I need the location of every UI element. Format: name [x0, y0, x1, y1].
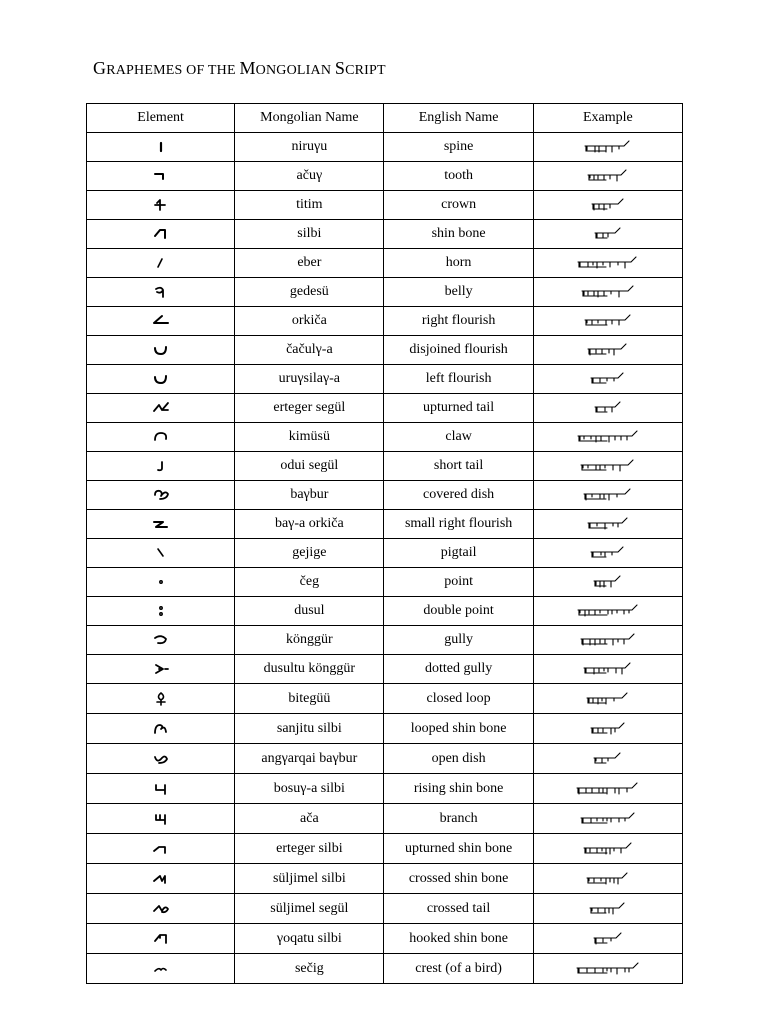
title-part: RAPHEMES OF THE [106, 63, 240, 78]
header-english-name: English Name [384, 104, 533, 133]
tooth-element-icon [87, 162, 235, 191]
mongolian-name-cell: γoqatu silbi [235, 924, 384, 954]
english-name-cell: spine [384, 133, 533, 162]
mongolian-name-cell: kimüsü [235, 423, 384, 452]
header-element: Element [87, 104, 235, 133]
upturned-tail-element-icon [87, 394, 235, 423]
mongolian-name-cell: sanjitu silbi [235, 714, 384, 744]
mongolian-name-cell: sečig [235, 954, 384, 984]
english-name-cell: crest (of a bird) [384, 954, 533, 984]
mongolian-name-cell: dusultu könggür [235, 655, 384, 684]
open-dish-element-icon [87, 744, 235, 774]
mongolian-name-cell: bitegüü [235, 684, 384, 714]
graphemes-table [86, 103, 683, 984]
mongolian-name-cell: niruγu [235, 133, 384, 162]
english-name-cell: belly [384, 278, 533, 307]
english-name-cell: pigtail [384, 539, 533, 568]
mongolian-name-cell: süljimel segül [235, 894, 384, 924]
english-name-cell: left flourish [384, 365, 533, 394]
mongolian-name-cell: silbi [235, 220, 384, 249]
english-name-cell: open dish [384, 744, 533, 774]
disjoined-flourish-element-icon [87, 336, 235, 365]
title-part: M [239, 58, 256, 78]
right-flourish-element-icon [87, 307, 235, 336]
table-row [87, 924, 683, 954]
shin-bone-element-icon [87, 220, 235, 249]
table-row [87, 954, 683, 984]
upturned-shin-bone-element-icon [87, 834, 235, 864]
header-mongolian-name: Mongolian Name [235, 104, 384, 133]
table-row [87, 894, 683, 924]
table-row [87, 804, 683, 834]
example-word-icon [533, 423, 682, 452]
hooked-shin-bone-element-icon [87, 924, 235, 954]
english-name-cell: right flourish [384, 307, 533, 336]
claw-element-icon [87, 423, 235, 452]
title-part: CRIPT [345, 63, 386, 78]
table-header-row [87, 104, 683, 133]
example-word-icon [533, 568, 682, 597]
english-name-cell: tooth [384, 162, 533, 191]
mongolian-name-cell: baγ-a orkiča [235, 510, 384, 539]
example-word-icon [533, 774, 682, 804]
example-word-icon [533, 191, 682, 220]
table-row [87, 626, 683, 655]
example-word-icon [533, 744, 682, 774]
table-row [87, 510, 683, 539]
english-name-cell: claw [384, 423, 533, 452]
table-row [87, 481, 683, 510]
english-name-cell: branch [384, 804, 533, 834]
title-part: G [93, 58, 107, 78]
example-word-icon [533, 924, 682, 954]
example-word-icon [533, 954, 682, 984]
closed-loop-element-icon [87, 684, 235, 714]
english-name-cell: small right flourish [384, 510, 533, 539]
english-name-cell: crossed shin bone [384, 864, 533, 894]
mongolian-name-cell: čačulγ-a [235, 336, 384, 365]
example-word-icon [533, 365, 682, 394]
table-row [87, 714, 683, 744]
table-row [87, 655, 683, 684]
covered-dish-element-icon [87, 481, 235, 510]
example-word-icon [533, 133, 682, 162]
mongolian-name-cell: angγarqai baγbur [235, 744, 384, 774]
mongolian-name-cell: odui segül [235, 452, 384, 481]
crown-element-icon [87, 191, 235, 220]
example-word-icon [533, 394, 682, 423]
gully-element-icon [87, 626, 235, 655]
example-word-icon [533, 249, 682, 278]
point-element-icon [87, 568, 235, 597]
english-name-cell: hooked shin bone [384, 924, 533, 954]
example-word-icon [533, 452, 682, 481]
table-row [87, 452, 683, 481]
example-word-icon [533, 220, 682, 249]
belly-element-icon [87, 278, 235, 307]
mongolian-name-cell: gejige [235, 539, 384, 568]
table-row [87, 597, 683, 626]
english-name-cell: covered dish [384, 481, 533, 510]
table-row [87, 774, 683, 804]
table-row [87, 191, 683, 220]
mongolian-name-cell: uruγsilaγ-a [235, 365, 384, 394]
example-word-icon [533, 834, 682, 864]
example-word-icon [533, 714, 682, 744]
english-name-cell: disjoined flourish [384, 336, 533, 365]
example-word-icon [533, 655, 682, 684]
short-tail-element-icon [87, 452, 235, 481]
page-title [93, 58, 386, 79]
example-word-icon [533, 894, 682, 924]
table-row [87, 220, 683, 249]
mongolian-name-cell: süljimel silbi [235, 864, 384, 894]
example-word-icon [533, 804, 682, 834]
mongolian-name-cell: könggür [235, 626, 384, 655]
mongolian-name-cell: dusul [235, 597, 384, 626]
mongolian-name-cell: titim [235, 191, 384, 220]
looped-shin-bone-element-icon [87, 714, 235, 744]
table-row [87, 249, 683, 278]
table-row [87, 568, 683, 597]
english-name-cell: crossed tail [384, 894, 533, 924]
title-part: S [334, 58, 346, 78]
table-row [87, 539, 683, 568]
example-word-icon [533, 481, 682, 510]
dotted-gully-element-icon [87, 655, 235, 684]
english-name-cell: upturned shin bone [384, 834, 533, 864]
table-row [87, 365, 683, 394]
table-row [87, 394, 683, 423]
crest-element-icon [87, 954, 235, 984]
example-word-icon [533, 539, 682, 568]
spine-element-icon [87, 133, 235, 162]
mongolian-name-cell: gedesü [235, 278, 384, 307]
mongolian-name-cell: erteger segül [235, 394, 384, 423]
mongolian-name-cell: bosuγ-a silbi [235, 774, 384, 804]
mongolian-name-cell: eber [235, 249, 384, 278]
english-name-cell: crown [384, 191, 533, 220]
example-word-icon [533, 864, 682, 894]
double-point-element-icon [87, 597, 235, 626]
english-name-cell: looped shin bone [384, 714, 533, 744]
table-row [87, 278, 683, 307]
english-name-cell: point [384, 568, 533, 597]
english-name-cell: closed loop [384, 684, 533, 714]
table-row [87, 423, 683, 452]
example-word-icon [533, 626, 682, 655]
header-example: Example [533, 104, 682, 133]
table-row [87, 744, 683, 774]
table-row [87, 864, 683, 894]
example-word-icon [533, 278, 682, 307]
example-word-icon [533, 162, 682, 191]
table-row [87, 834, 683, 864]
horn-element-icon [87, 249, 235, 278]
branch-element-icon [87, 804, 235, 834]
crossed-shin-bone-element-icon [87, 864, 235, 894]
example-word-icon [533, 684, 682, 714]
example-word-icon [533, 307, 682, 336]
table-row [87, 307, 683, 336]
table-row [87, 162, 683, 191]
example-word-icon [533, 336, 682, 365]
title-part: ONGOLIAN [255, 63, 335, 78]
mongolian-name-cell: orkiča [235, 307, 384, 336]
english-name-cell: shin bone [384, 220, 533, 249]
english-name-cell: rising shin bone [384, 774, 533, 804]
left-flourish-element-icon [87, 365, 235, 394]
english-name-cell: short tail [384, 452, 533, 481]
table-row [87, 336, 683, 365]
english-name-cell: horn [384, 249, 533, 278]
mongolian-name-cell: čeg [235, 568, 384, 597]
crossed-tail-element-icon [87, 894, 235, 924]
mongolian-name-cell: erteger silbi [235, 834, 384, 864]
table-row [87, 684, 683, 714]
table-row [87, 133, 683, 162]
english-name-cell: upturned tail [384, 394, 533, 423]
rising-shin-bone-element-icon [87, 774, 235, 804]
example-word-icon [533, 510, 682, 539]
pigtail-element-icon [87, 539, 235, 568]
table-body [87, 133, 683, 984]
mongolian-name-cell: ača [235, 804, 384, 834]
mongolian-name-cell: ačuγ [235, 162, 384, 191]
english-name-cell: gully [384, 626, 533, 655]
english-name-cell: dotted gully [384, 655, 533, 684]
small-right-flourish-element-icon [87, 510, 235, 539]
mongolian-name-cell: baγbur [235, 481, 384, 510]
english-name-cell: double point [384, 597, 533, 626]
example-word-icon [533, 597, 682, 626]
